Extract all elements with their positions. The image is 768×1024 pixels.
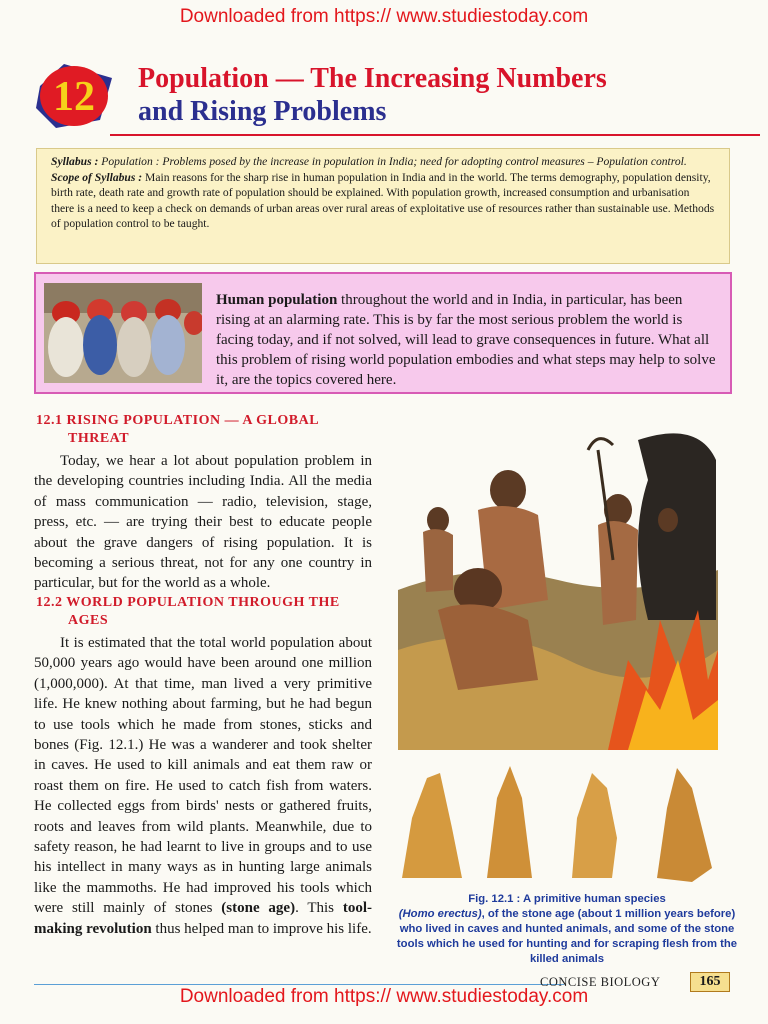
stone-age-term: (stone age) (221, 900, 296, 917)
chapter-number-badge (34, 58, 116, 130)
scope-text: Main reasons for the sharp rise in human population in India and in the world. The terms demography, population density, birth rate, death rate and growth rate of population should be explained. With population growth, increased consumption and urbanisation there is a need to keep a check on demands of urban areas over rural areas of exploitative use of resources rather than sustainable use. Methods of population control to be taught. (51, 170, 715, 231)
chapter-title-line2: and Rising Problems (138, 96, 387, 127)
scope-label: Scope of Syllabus : (51, 170, 146, 184)
section-12-2-paragraph (34, 633, 372, 939)
section-heading-12-2-line1: 12.2 WORLD POPULATION THROUGH THE (36, 595, 340, 610)
caption-species: (Homo erectus) (398, 908, 482, 920)
caption-rest: , of the stone age (about 1 million years before) who lived in caves and hunted animals, and some of the stone tools which he used for hunting and for scraping flesh from the killed animals (396, 908, 738, 965)
tool-making-term: tool-making revolution (34, 900, 372, 937)
intro-body: throughout the world and in India, in particular, has been rising at an alarming rate. This is by far the most serious problem the world is facing today, and if not solved, will lead to grave consequences in future. What all this problem of rising world population embodies and what steps may help to solve it, are the topics covered here. (216, 292, 716, 388)
section-12-2-text-mid: . This (295, 900, 343, 917)
section-12-2-text-end: thus helped man to improve his life. (151, 920, 372, 937)
footer-rule (34, 984, 564, 985)
babies-photo (44, 283, 202, 383)
intro-bold: Human population (216, 292, 338, 308)
page-number: 165 (690, 972, 730, 992)
intro-text (216, 290, 720, 390)
download-banner-bottom[interactable]: Downloaded from https:// www.studiestoday.com (179, 986, 589, 1007)
section-heading-12-2 (36, 594, 376, 630)
footer-book-title: CONCISE BIOLOGY (540, 975, 661, 989)
section-heading-12-2-line2: AGES (68, 613, 109, 628)
syllabus-box (36, 148, 730, 264)
section-heading-12-1 (36, 412, 376, 448)
stone-tools-image (392, 758, 722, 886)
homo-erectus-illustration (398, 420, 718, 750)
section-heading-12-1-line2: THREAT (68, 431, 130, 446)
syllabus-label: Syllabus : (51, 155, 102, 168)
section-12-1-paragraph (34, 451, 372, 594)
chapter-title-line1: Population — The Increasing Numbers (138, 63, 607, 94)
section-12-1-text: Today, we hear a lot about population problem in the developing countries including India. All the media of mass communication — radio, television, stage, press, etc. — are trying their best to educate people about the grave dangers of rising population. It is becoming a serious threat, not for any one country in particular, but for the world as a whole. (34, 453, 372, 592)
syllabus-text: Population : Problems posed by the increase in population in India; need for adopting control measures – Population control. (101, 155, 687, 168)
title-underline (110, 134, 760, 136)
intro-box (34, 272, 732, 394)
section-12-2-text-start: It is estimated that the total world population about 50,000 years ago would have been around one million (1,000,000). At that time, man lived a very primitive life. He knew nothing about farming, but he had begun to use tools which he made from stones, sticks and bones (Fig. 12.1.) He was a wanderer and took shelter in caves. He used to kill animals and eat them raw or roast them on fire. He used to catch fish from waters. He collected eggs from birds' nests or gathered fruits, roots and leaves from wild plants. Meanwhile, due to safety reason, he had learnt to live in groups and to use his intellect in many ways as in hunting large animals like the mammoths. He had improved his tools which were still mainly of stones (34, 635, 372, 917)
chapter-number: 12 (53, 74, 95, 120)
figure-caption (392, 892, 742, 967)
caption-line1: Fig. 12.1 : A primitive human species (468, 893, 666, 905)
download-banner-top[interactable]: Downloaded from https:// www.studiestoday.com (179, 6, 589, 27)
chapter-title (138, 62, 738, 128)
section-heading-12-1-line1: 12.1 RISING POPULATION — A GLOBAL (36, 413, 320, 428)
